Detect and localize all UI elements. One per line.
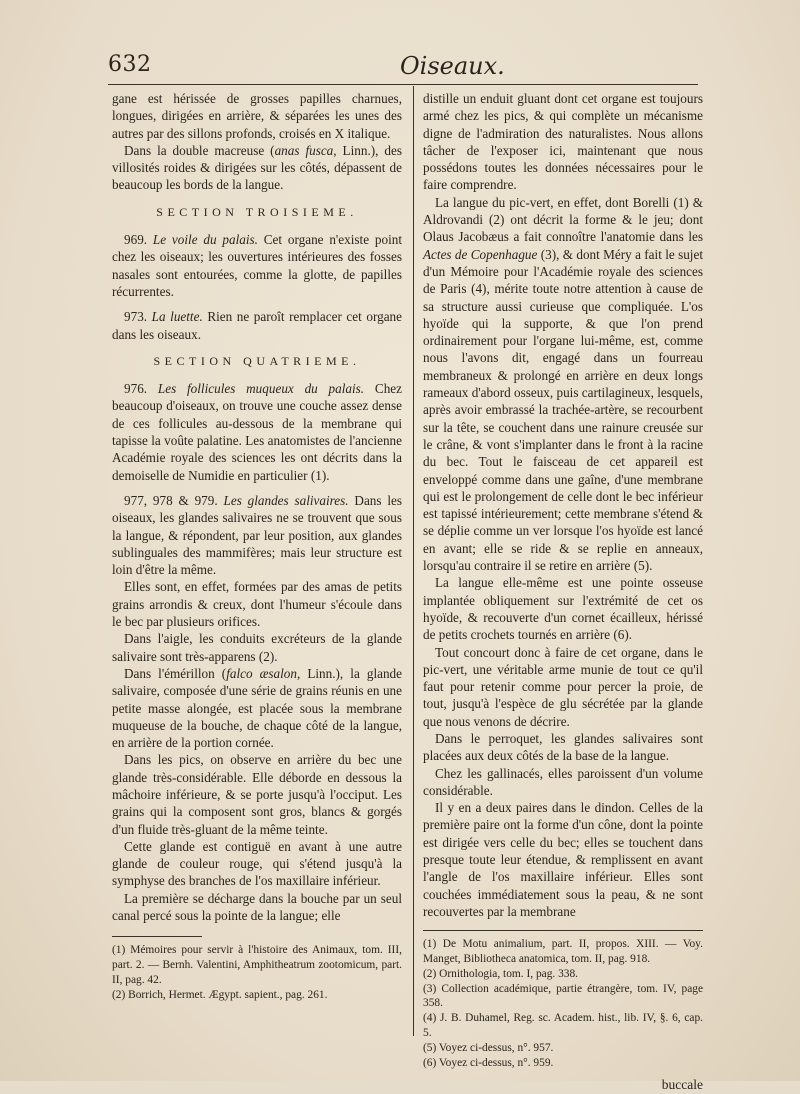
footnote: (2) Ornithologia, tom. I, pag. 338. [423, 967, 579, 980]
footnote: (3) Collection académique, partie étrangère, tom. IV, page 358. [423, 982, 703, 1010]
footnote: (1) De Motu animalium, part. II, propos. XIII. — Voy. Manget, Bibliotheca anatomica, tom. II, pag. 918. [423, 938, 703, 966]
paragraph-dindon: Il y en a deux paires dans le dindon. Celles de la première paire ont la forme d'un cône, dont la pointe est dirigée vers celle du bec; elles se touchent dans presque toute leur étendue, & remplissent en avant l'angle de l'os maxillaire inférieur. Elles sont couchées immédiatement sous la peau, & ne sont recouvertes par la membrane [423, 800, 703, 919]
section-heading-3: SECTION TROISIEME. [156, 204, 358, 219]
footnotes-right [423, 937, 703, 1070]
column-divider [413, 86, 414, 1036]
paragraph-perroquet: Dans le perroquet, les glandes salivaires sont placées aux deux côtés de la base de la langue. [423, 730, 703, 764]
footnote: (6) Voyez ci-dessus, n°. 959. [423, 1056, 554, 1069]
paragraph-intro: gane est hérissée de grosses papilles charnues, longues, dirigées en arrière, & séparées les unes des autres par des sillons profonds, croisés en X italique. [112, 91, 402, 141]
paragraph-973: 973. La luette. Rien ne paroît remplacer cet organe dans les oiseaux. [112, 309, 402, 342]
paragraph-langue-meme: La langue elle-même est une pointe osseuse implantée obliquement sur l'extrémité de cet os hyoïde, & recouverte d'un cornet écailleux, hérissé de petits crochets tournés en arrière (6). [423, 575, 703, 643]
footnote-rule [423, 930, 703, 931]
footnote: (1) Mémoires pour servir à l'histoire des Animaux, tom. III, part. 2. — Bernh. Valentini, Amphitheatrum zootomicum, part. II, pag. 42. [112, 944, 402, 986]
footnote: (5) Voyez ci-dessus, n°. 957. [423, 1041, 554, 1054]
paragraph-premiere: La première se décharge dans la bouche par un seul canal percé sous la pointe de la langue; elle [112, 890, 402, 924]
paragraph-tout: Tout concourt donc à faire de cet organe, dans le pic-vert, une véritable arme munie de tout ce qu'il faut pour retenir comme pour percer la proie, de tout, jusqu'à l'espèce de glu sécrétée par la glande que nous venons de décrire. [423, 644, 703, 729]
section-heading-4: SECTION QUATRIEME. [153, 353, 361, 368]
paragraph-976: 976. Les follicules muqueux du palais. Chez beaucoup d'oiseaux, on trouve une couche assez dense de ces follicules au-dessous de la membrane qui tapisse la voûte palatine. Les anatomistes de l'ancienne Académie royale des sciences les ont décrits dans la demoiselle de Numidie en particulier (1). [112, 381, 403, 483]
header-rule [108, 84, 698, 85]
paragraph-pics: Dans les pics, on observe en arrière du bec une glande très-considérable. Elle déborde en dessous la mâchoire inférieure, & se porte jusqu'à l'occiput. Les grains qui la composent sont gros, blancs & gorgés d'un fluide très-gluant de la même teinte. [112, 752, 402, 837]
page-header [108, 52, 698, 86]
paragraph-distille: distille un enduit gluant dont cet organe est toujours armé chez les pics, & qui complète un mécanisme digne de l'admiration des naturalistes. Nous allons tâcher de l'exposer ici, maintenant que nous possédons toutes les données nécessaires pour le faire comprendre. [423, 91, 703, 193]
footnote: (4) J. B. Duhamel, Reg. sc. Academ. hist., lib. IV, §. 6, cap. 5. [423, 1012, 703, 1040]
paragraph-gallinaces: Chez les gallinacés, elles paroissent d'un volume considérable. [423, 765, 703, 798]
running-title: Oiseaux. [400, 52, 505, 80]
paragraph-cette: Cette glande est contiguë en avant à une autre glande de couleur rouge, qui s'étend jusqu'à la symphyse des branches de l'os maxillaire inférieur. [112, 838, 402, 889]
left-column [112, 90, 402, 1003]
paragraph-macreuse: Dans la double macreuse (anas fusca, Linn.), des villosités roides & dirigées sur les côtés, dépassent de beaucoup les bords de la langue. [112, 142, 402, 193]
footnote: (2) Borrich, Hermet. Ægypt. sapient., pag. 261. [112, 988, 328, 1001]
paragraph-969: 969. Le voile du palais. Cet organe n'existe point chez les oiseaux; les ouvertures intérieures des fosses nasales sont entourées, comme la glotte, de papilles récurrentes. [112, 232, 403, 299]
paragraph-aigle: Dans l'aigle, les conduits excréteurs de la glande salivaire sont très-apparens (2). [112, 631, 402, 664]
footnotes-left [112, 943, 402, 1002]
page-number: 632 [108, 52, 152, 77]
paragraph-langue: La langue du pic-vert, en effet, dont Borelli (1) & Aldrovandi (2) ont décrit la forme & le jeu; dont Olaus Jacobæus a fait connoître l'anatomie dans les Actes de Copenhague (3), & dont Méry a fait le sujet d'un Mémoire pour l'Académie royale des sciences de Paris (4), mérite toute notre attention à cause de sa structure aussi curieuse que compliquée. L'os hyoïde qui la supporte, & que l'on prend ordinairement pour l'organe lui-même, est, comme nous l'avons dit, engagé dans un fourreau membraneux & prolongé en arrière en deux longs rameaux d'abord osseux, puis cartilagineux, lesquels, après avoir embrassé la trachée-artère, se recourbent sur la tête, se couchent dans une rainure creusée sur le crâne, & vont s'implanter dans le front à la racine du bec. Tout le faisceau de cet appareil est enveloppé comme dans une gaîne, d'une membrane qui est le prolongement de celle dont le bec inférieur est tapissé intérieurement; cette membrane s'étend & se déplie comme un ver lorsque l'os hyoïde est lancé en avant; elle se ride & se replie en anneaux, lorsqu'au contraire il se retire en arrière (5). [423, 194, 703, 574]
right-column [423, 90, 703, 1094]
footnote-rule [112, 936, 202, 937]
paragraph-emerillon: Dans l'émérillon (falco æsalon, Linn.), la glande salivaire, composée d'une série de grains réunis en une petite masse alongée, est placée sous la membrane muqueuse de la bouche, de chaque côté de la langue, en arrière de la portion cornée. [112, 665, 402, 751]
paragraph-977: 977, 978 & 979. Les glandes salivaires. Dans les oiseaux, les glandes salivaires ne se trouvent que sous la langue, & répondent, par leur position, aux glandes sublinguales des mammifères; mais leur structure est loin d'être la même. [112, 492, 402, 578]
paragraph-elles: Elles sont, en effet, formées par des amas de petits grains arrondis & creux, dont l'humeur s'écoule dans le bec par plusieurs orifices. [112, 579, 402, 630]
catchword: buccale [661, 1077, 703, 1093]
